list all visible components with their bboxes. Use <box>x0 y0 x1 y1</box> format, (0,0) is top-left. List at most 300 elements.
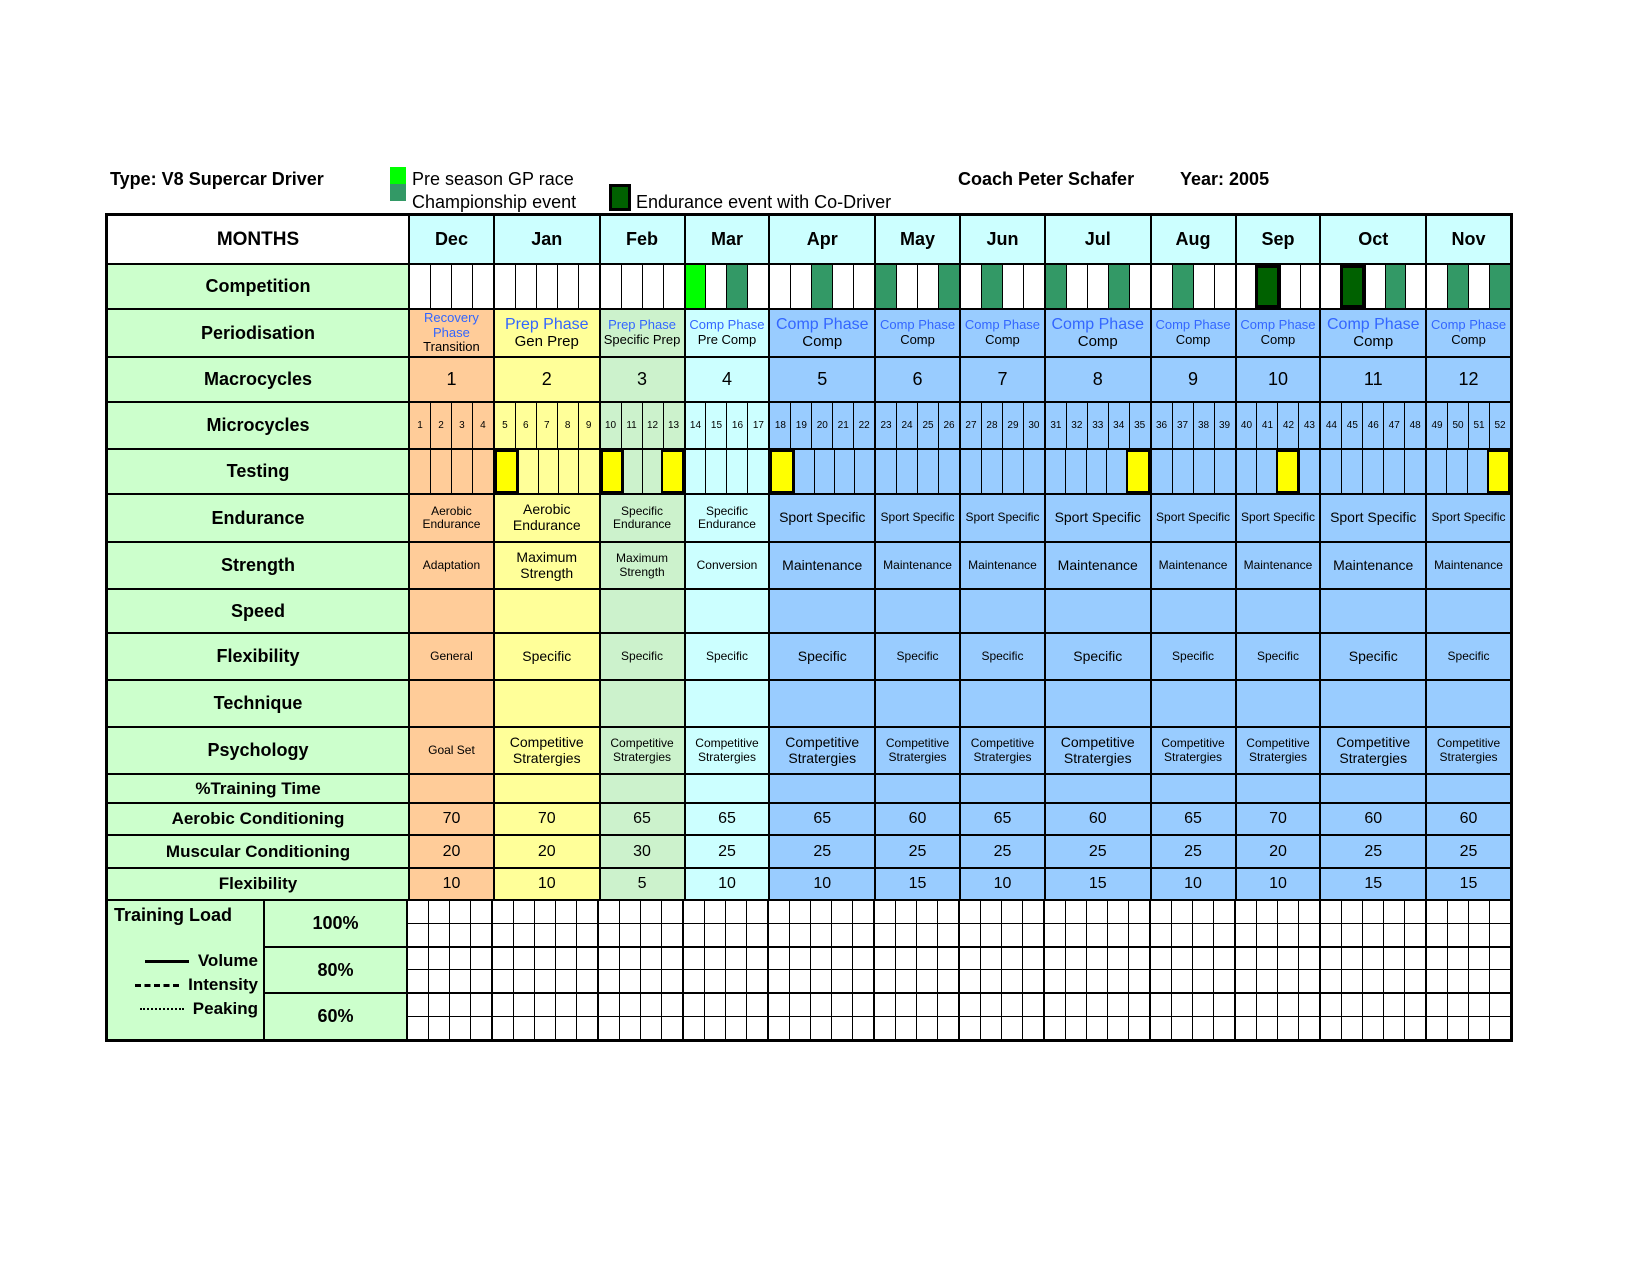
training-load-month-group <box>491 901 597 923</box>
testing-cell <box>686 450 706 493</box>
training-load-grid-cell <box>980 901 1001 923</box>
training-load-grid-cell <box>1447 901 1468 923</box>
microcycle-cell: 33 <box>1087 403 1108 448</box>
testing-cell <box>876 450 896 493</box>
dashed-line-icon <box>135 984 179 987</box>
microcycle-cell: 30 <box>1023 403 1044 448</box>
row-aerobic-conditioning <box>108 804 1510 836</box>
row-label-strength: Strength <box>108 543 410 588</box>
microcycle-cell: 42 <box>1277 403 1298 448</box>
training-load-grid-cell <box>1447 948 1468 970</box>
strength-cell <box>1044 543 1150 588</box>
training-load-month-group <box>873 970 958 992</box>
training-load-grid-cell <box>1256 1017 1277 1039</box>
training-load-grid-cell <box>470 970 491 992</box>
training-load-grid-cell <box>513 970 534 992</box>
training-load-grid-cell <box>555 901 576 923</box>
training-load-month-group <box>491 948 597 970</box>
testing-cell <box>1046 450 1065 493</box>
training-load-month-group <box>491 970 597 992</box>
training-load-legend-label: Volume <box>197 951 258 970</box>
preseason-event-cell <box>686 265 706 308</box>
microcycle-cell: 52 <box>1489 403 1510 448</box>
training-load-legend-label: Intensity <box>188 975 258 994</box>
training-load-grid-cell <box>1468 901 1489 923</box>
training-load-month-group <box>1425 948 1510 970</box>
training-load-grid-cell <box>534 901 555 923</box>
technique-cell <box>1319 681 1425 726</box>
training-load-grid-cell <box>1277 924 1298 946</box>
month-group <box>1235 403 1320 448</box>
training-load-month-group <box>682 924 767 946</box>
row-label-endurance: Endurance <box>108 495 410 541</box>
training-load-grid-cell <box>619 994 640 1016</box>
training-load-grid-cell <box>1427 970 1447 992</box>
training-load-grid-cell <box>1404 1017 1425 1039</box>
training-load-band-label: 100% <box>265 901 406 948</box>
month-group <box>768 403 874 448</box>
endurance-cell <box>493 495 599 541</box>
flexibility-cell <box>493 634 599 679</box>
aerobic-conditioning-value-cell: 60 <box>874 804 959 834</box>
microcycle-cell: 24 <box>896 403 917 448</box>
flexibility-text: Specific <box>621 648 664 663</box>
training-load-month-group <box>1319 948 1425 970</box>
microcycle-cell: 18 <box>770 403 790 448</box>
training-load-grid-cell <box>1213 1017 1234 1039</box>
testing-cell <box>938 450 959 493</box>
periodisation-phase: Comp Phase <box>689 317 765 333</box>
microcycle-cell: 38 <box>1193 403 1214 448</box>
training-load-grid-cell <box>1022 994 1043 1016</box>
testing-cell <box>1172 450 1193 493</box>
muscular-conditioning-value-cell: 25 <box>1425 836 1510 867</box>
training-load-grid-cell <box>895 948 916 970</box>
training-load-grid-cell <box>1256 901 1277 923</box>
testing-cell <box>814 450 834 493</box>
microcycle-cell: 40 <box>1237 403 1257 448</box>
month-header-cell: Jan <box>493 216 599 263</box>
flexibility-text: Specific <box>1256 648 1299 663</box>
technique-cell <box>959 681 1044 726</box>
training-load-month-group <box>1043 901 1149 923</box>
microcycle-cell: 8 <box>557 403 578 448</box>
training-load-grid-cell <box>1151 948 1171 970</box>
microcycle-cell: 3 <box>451 403 472 448</box>
training-load-grid-cell <box>1192 948 1213 970</box>
training-load-grid-cell <box>1065 948 1086 970</box>
periodisation-sub: Comp <box>900 332 935 347</box>
training-load-grid-cell <box>875 924 895 946</box>
training-load-grid-cell <box>1321 970 1341 992</box>
training-load-grid-cell <box>916 948 937 970</box>
psychology-text: Competitive Stratergies <box>1246 736 1310 764</box>
training-load-grid-cell <box>1298 901 1319 923</box>
training-load-grid-cell <box>408 924 428 946</box>
training-load-month-group <box>682 1017 767 1039</box>
microcycle-cell: 14 <box>686 403 706 448</box>
training-load-grid-cell <box>1107 1017 1128 1039</box>
psychology-text: Competitive Stratergies <box>509 733 584 766</box>
flexibility-cell <box>1044 634 1150 679</box>
month-group <box>1235 265 1320 308</box>
training-load-grid-cell <box>1321 948 1341 970</box>
speed-cell <box>493 590 599 632</box>
periodisation-phase: Comp Phase <box>1327 315 1420 333</box>
training-load-grid-cell <box>470 1017 491 1039</box>
competition-week-cell <box>1152 265 1172 308</box>
training-load-month-group <box>1043 994 1149 1016</box>
training-load-month-group <box>491 1017 597 1039</box>
strength-cell <box>1319 543 1425 588</box>
competition-week-cell <box>1066 265 1087 308</box>
training-load-grid-cell <box>1107 994 1128 1016</box>
month-group <box>410 265 493 308</box>
row-periodisation <box>108 310 1510 358</box>
row-endurance <box>108 495 1510 543</box>
training-load-grid-cell <box>980 948 1001 970</box>
endurance-text: Sport Specific <box>880 510 955 525</box>
training-load-grid-cell <box>960 948 980 970</box>
row-label-psychology: Psychology <box>108 728 410 773</box>
training-load-month-group <box>682 948 767 970</box>
training-load-grid-cell <box>1404 970 1425 992</box>
training-load-grid-cell <box>1489 901 1510 923</box>
training-load-grid-cell <box>493 994 513 1016</box>
muscular-conditioning-value-cell: 25 <box>959 836 1044 867</box>
aerobic-conditioning-value-cell: 70 <box>410 804 493 834</box>
flexibility-pct-value-cell: 10 <box>684 869 769 899</box>
technique-cell <box>1235 681 1320 726</box>
periodisation-sub: Comp <box>985 332 1020 347</box>
training-load-grid-cell <box>1213 970 1234 992</box>
month-header-cell: Jun <box>959 216 1044 263</box>
training-load-grid-cell <box>513 948 534 970</box>
strength-text: Maintenance <box>883 557 952 572</box>
testing-cell <box>1214 450 1235 493</box>
month-header-cell: Nov <box>1425 216 1510 263</box>
strength-text: Conversion <box>696 557 758 572</box>
testing-cell <box>1299 450 1319 493</box>
strength-cell <box>410 543 493 588</box>
training-load-grid-cell <box>408 970 428 992</box>
training-load-month-group <box>682 994 767 1016</box>
training-load-grid-cell <box>493 948 513 970</box>
training-load-grid-cell <box>599 924 619 946</box>
row-label-technique: Technique <box>108 681 410 726</box>
training-load-month-group <box>767 970 873 992</box>
row-months <box>108 216 1510 265</box>
training-load-band-label: 80% <box>265 948 406 995</box>
training-load-month-group <box>958 948 1043 970</box>
training-load-month-group <box>408 1017 491 1039</box>
periodisation-cell <box>768 310 874 356</box>
muscular-conditioning-value-cell: 20 <box>410 836 493 867</box>
training-load-grid-cell <box>1151 901 1171 923</box>
training-load-grid-cell <box>576 994 597 1016</box>
training-load-grid-cell <box>960 1017 980 1039</box>
championship-event-cell <box>1447 265 1468 308</box>
training-load-grid-cell <box>1404 924 1425 946</box>
macrocycle-cell: 1 <box>410 358 493 401</box>
training-time-cell <box>599 775 684 802</box>
psychology-text: Competitive Stratergies <box>885 736 950 764</box>
strength-cell <box>684 543 769 588</box>
speed-cell <box>1044 590 1150 632</box>
aerobic-conditioning-value-cell: 60 <box>1319 804 1425 834</box>
flexibility-text: Specific <box>705 648 748 663</box>
training-load-grid-cell <box>1213 901 1234 923</box>
training-load-month-group <box>1425 901 1510 923</box>
training-load-grid-cell <box>1171 924 1192 946</box>
training-load-grid-cell <box>1171 901 1192 923</box>
strength-text: Maintenance <box>1243 557 1313 572</box>
training-load-month-group <box>1234 970 1319 992</box>
training-load-grid-cell <box>1468 1017 1489 1039</box>
training-load-grid-cell <box>725 970 746 992</box>
flexibility-pct-value-cell: 10 <box>1235 869 1320 899</box>
training-load-grid-cell <box>1341 994 1362 1016</box>
training-load-grid-cell <box>1321 901 1341 923</box>
microcycle-cell: 15 <box>705 403 726 448</box>
month-group <box>1425 450 1510 493</box>
training-load-grid-cell <box>960 924 980 946</box>
training-load-grid-cell <box>640 994 661 1016</box>
training-load-grid-cell <box>640 1017 661 1039</box>
technique-cell <box>768 681 874 726</box>
periodisation-phase: Prep Phase <box>504 315 589 333</box>
training-load-grid-cell <box>980 994 1001 1016</box>
training-load-month-group <box>1319 901 1425 923</box>
training-load-month-group <box>873 948 958 970</box>
periodisation-phase: Comp Phase <box>1051 315 1144 333</box>
testing-cell <box>961 450 981 493</box>
flexibility-pct-value-cell: 10 <box>493 869 599 899</box>
psychology-cell <box>874 728 959 773</box>
training-load-grid-cell <box>852 924 873 946</box>
flexibility-cell <box>768 634 874 679</box>
training-load-grid-cell <box>449 924 470 946</box>
row-label-muscular-conditioning: Muscular Conditioning <box>108 836 410 867</box>
training-load-band-label: 60% <box>317 1006 354 1027</box>
speed-cell <box>410 590 493 632</box>
training-load-grid-cell <box>1489 1017 1510 1039</box>
training-load-grid-cell <box>1171 1017 1192 1039</box>
month-group <box>410 450 493 493</box>
month-group <box>768 450 874 493</box>
endurance-cell <box>1235 495 1320 541</box>
row-label-months: MONTHS <box>108 216 410 263</box>
psychology-cell <box>1150 728 1235 773</box>
training-load-month-group <box>597 924 682 946</box>
aerobic-conditioning-value-cell: 65 <box>684 804 769 834</box>
endurance-text: Sport Specific <box>779 509 866 526</box>
training-load-grid-cell <box>960 994 980 1016</box>
flexibility-text: Specific <box>522 647 572 664</box>
training-load-grid-cell <box>1065 924 1086 946</box>
championship-event-cell <box>1172 265 1193 308</box>
periodisation-cell <box>410 310 493 356</box>
training-load-month-group <box>1234 901 1319 923</box>
flexibility-pct-value-cell: 10 <box>959 869 1044 899</box>
endurance-cell <box>768 495 874 541</box>
training-load-grid-cell <box>555 1017 576 1039</box>
training-load-grid-cell <box>1086 1017 1107 1039</box>
training-load-month-group <box>767 994 873 1016</box>
training-load-grid-cell <box>1213 994 1234 1016</box>
training-load-grid-cell <box>895 994 916 1016</box>
training-load-grid-cell <box>1236 970 1256 992</box>
testing-cell <box>834 450 854 493</box>
month-header-cell: May <box>874 216 959 263</box>
training-load-month-group <box>408 970 491 992</box>
endurance-text: Sport Specific <box>1431 510 1506 525</box>
month-group <box>599 265 684 308</box>
training-load-grid-cell <box>1447 924 1468 946</box>
psychology-cell <box>959 728 1044 773</box>
training-load-grid-cell <box>704 901 725 923</box>
training-load-grid-cell <box>428 994 449 1016</box>
psychology-cell <box>493 728 599 773</box>
month-group <box>493 265 599 308</box>
training-load-month-group <box>1043 948 1149 970</box>
month-group <box>874 403 959 448</box>
training-load-grid-cell <box>1447 970 1468 992</box>
training-load-grid-cell <box>1427 924 1447 946</box>
competition-week-cell <box>1214 265 1235 308</box>
training-load-month-group <box>1234 1017 1319 1039</box>
training-load-month-group <box>1319 1017 1425 1039</box>
training-load-grid-cell <box>852 994 873 1016</box>
training-load-grid-cell <box>1128 994 1149 1016</box>
championship-event-cell <box>876 265 896 308</box>
competition-week-cell <box>896 265 917 308</box>
training-load-grid-cell <box>661 901 682 923</box>
training-load-grid-cell <box>875 901 895 923</box>
testing-cell <box>410 450 430 493</box>
training-load-grid-cell <box>1341 948 1362 970</box>
microcycle-cell: 11 <box>621 403 642 448</box>
training-load-grid-cell <box>534 970 555 992</box>
championship-event-cell <box>811 265 832 308</box>
training-load-grid-cell <box>916 970 937 992</box>
macrocycle-cell: 5 <box>768 358 874 401</box>
month-header-cell: Jul <box>1044 216 1150 263</box>
testing-cell <box>642 450 661 493</box>
training-time-cell <box>1150 775 1235 802</box>
competition-week-cell <box>1321 265 1340 308</box>
training-load-grid-cell <box>1107 901 1128 923</box>
speed-cell <box>599 590 684 632</box>
training-load-grid-cell <box>684 970 704 992</box>
training-load-grid-cell <box>619 901 640 923</box>
training-load-month-group <box>873 1017 958 1039</box>
macrocycle-cell: 12 <box>1425 358 1510 401</box>
training-load-grid-cell <box>789 924 810 946</box>
training-load-grid-cell <box>1277 994 1298 1016</box>
training-load-grid-cell <box>810 924 831 946</box>
microcycle-cell: 13 <box>663 403 684 448</box>
row-psychology <box>108 728 1510 775</box>
training-load-grid-cell <box>875 970 895 992</box>
endurance-event-cell <box>1340 265 1365 308</box>
testing-week-cell <box>1126 450 1149 493</box>
training-load-grid-cell <box>1468 924 1489 946</box>
training-load-month-group <box>958 994 1043 1016</box>
training-load-month-group <box>491 994 597 1016</box>
training-load-grid-cell <box>1045 901 1065 923</box>
training-load-grid-cell <box>831 994 852 1016</box>
periodisation-sub: Specific Prep <box>603 332 681 347</box>
championship-event-cell <box>981 265 1002 308</box>
training-time-cell <box>684 775 769 802</box>
training-load-grid-cell <box>1022 924 1043 946</box>
muscular-conditioning-value-cell: 25 <box>874 836 959 867</box>
training-load-grid-cell <box>1468 970 1489 992</box>
training-load-grid-cell <box>1192 994 1213 1016</box>
endurance-event-legend-label: Endurance event with Co-Driver <box>636 192 892 212</box>
month-group <box>1235 450 1320 493</box>
training-load-grid-cell <box>704 994 725 1016</box>
month-group <box>1319 403 1425 448</box>
championship-legend-swatch <box>390 184 406 201</box>
training-load-month-group <box>408 901 491 923</box>
training-load-grid-cell <box>895 970 916 992</box>
training-load-grid-cell <box>1128 901 1149 923</box>
strength-text: Maintenance <box>968 557 1037 572</box>
preseason-legend-label: Pre season GP race <box>412 169 574 189</box>
testing-cell <box>747 450 768 493</box>
training-load-grid-cell <box>555 970 576 992</box>
muscular-conditioning-value-cell: 30 <box>599 836 684 867</box>
training-load-grid-cell <box>1362 924 1383 946</box>
training-load-grid-cell <box>1086 948 1107 970</box>
training-load-grid-cell <box>1362 1017 1383 1039</box>
microcycle-cell: 41 <box>1256 403 1277 448</box>
plan-table <box>105 213 1513 1042</box>
training-load-grid-cell <box>1171 970 1192 992</box>
training-load-grid-cell <box>1427 1017 1447 1039</box>
testing-cell <box>1086 450 1106 493</box>
training-load-grid-cell <box>1065 1017 1086 1039</box>
periodisation-cell <box>1319 310 1425 356</box>
training-load-grid-cell <box>1277 901 1298 923</box>
competition-week-cell <box>1405 265 1425 308</box>
training-load-grid-cell <box>769 948 789 970</box>
training-load-grid-cell <box>789 1017 810 1039</box>
competition-week-cell <box>536 265 557 308</box>
training-load-grid-cell <box>1128 970 1149 992</box>
microcycle-cell: 19 <box>790 403 811 448</box>
testing-cell <box>917 450 938 493</box>
training-load-month-group <box>597 948 682 970</box>
training-load-legend-volume <box>116 949 258 973</box>
microcycle-cell: 50 <box>1447 403 1468 448</box>
training-load-grid-cell <box>555 994 576 1016</box>
endurance-text: Sport Specific <box>1240 510 1315 525</box>
training-load-grid-cell <box>1427 948 1447 970</box>
testing-cell <box>1427 450 1446 493</box>
flexibility-pct-value-cell: 15 <box>1425 869 1510 899</box>
microcycle-cell: 5 <box>495 403 515 448</box>
row-label-testing: Testing <box>108 450 410 493</box>
endurance-text: Aerobic Endurance <box>512 501 581 533</box>
competition-week-cell <box>430 265 451 308</box>
flexibility-pct-value-cell: 15 <box>1319 869 1425 899</box>
training-load-grid-cell <box>1022 1017 1043 1039</box>
training-time-cell <box>874 775 959 802</box>
flexibility-cell <box>410 634 493 679</box>
